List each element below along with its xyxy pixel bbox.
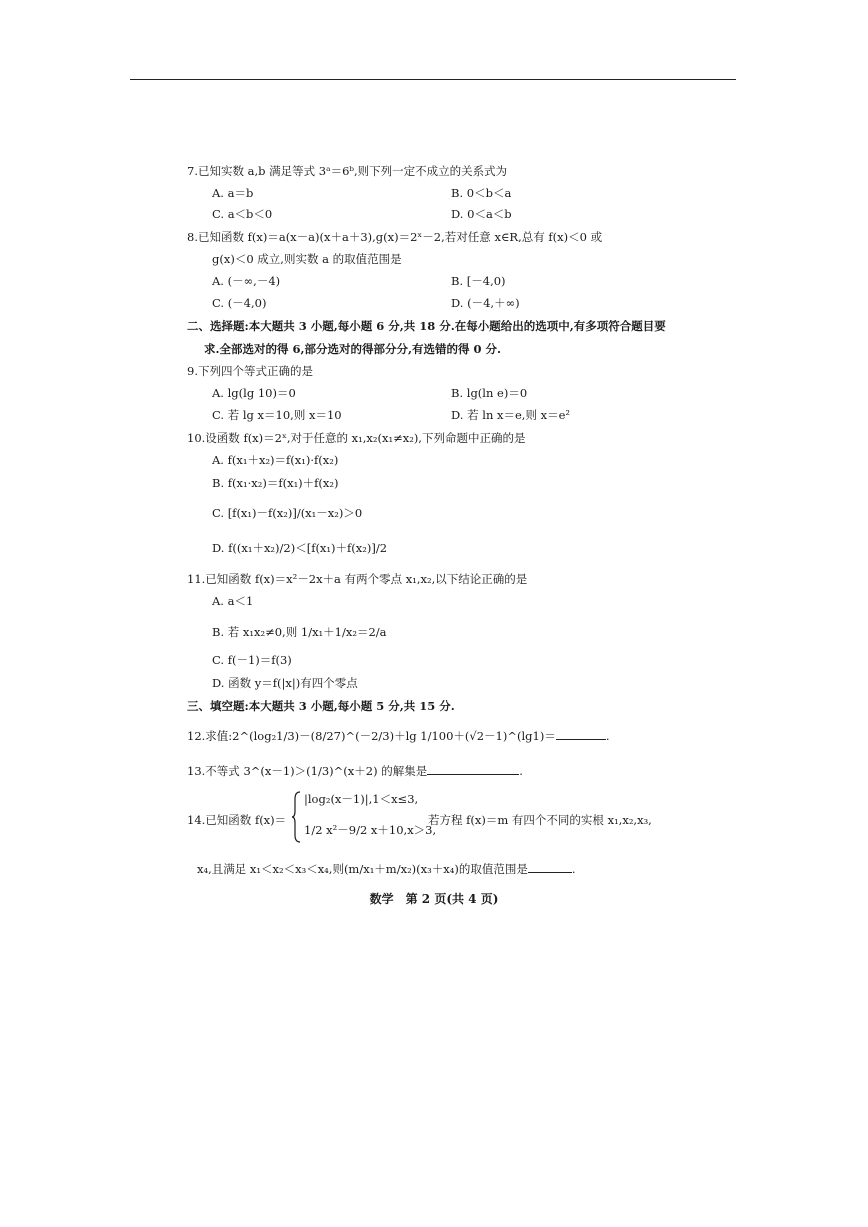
question-12-text: 12.求值:2^(log₂1/3)－(8/27)^(－2/3)＋lg 1/100＋(√2－1)^(lg1)＝ (187, 729, 556, 743)
question-8-option-c: C. (－4,0) (212, 296, 267, 310)
section-2-heading: 二、选择题:本大题共 3 小题,每小题 6 分,共 18 分.在每小题给出的选项中,有多项符合题目要 (187, 319, 666, 333)
question-8-option-b: B. [－4,0) (451, 274, 506, 288)
question-8-stem-continued: g(x)＜0 成立,则实数 a 的取值范围是 (212, 252, 402, 266)
question-11-option-b: B. 若 x₁x₂≠0,则 1/x₁＋1/x₂＝2/a (212, 625, 387, 639)
section-3-heading: 三、填空题:本大题共 3 小题,每小题 5 分,共 15 分. (187, 699, 455, 713)
question-10-option-d: D. f((x₁＋x₂)/2)＜[f(x₁)＋f(x₂)]/2 (212, 541, 388, 555)
question-9-stem: 9.下列四个等式正确的是 (187, 364, 313, 378)
question-8-option-d: D. (－4,＋∞) (451, 296, 520, 310)
question-12: 12.求值:2^(log₂1/3)－(8/27)^(－2/3)＋lg 1/100＋(√2－1)^(lg1)＝ . (187, 729, 610, 743)
question-14-line-2: x₄,且满足 x₁＜x₂＜x₃＜x₄,则(m/x₁＋m/x₂)(x₃＋x₄)的取值范围是 . (197, 862, 576, 876)
question-7-stem: 7.已知实数 a,b 满足等式 3ᵃ＝6ᵇ,则下列一定不成立的关系式为 (187, 164, 508, 178)
question-14-stem-post: 若方程 f(x)＝m 有四个不同的实根 x₁,x₂,x₃, (428, 813, 652, 827)
question-11-option-c: C. f(－1)＝f(3) (212, 653, 292, 667)
question-14-stem-pre: 14.已知函数 f(x)＝ (187, 813, 287, 827)
question-8-stem: 8.已知函数 f(x)＝a(x－a)(x＋a＋3),g(x)＝2ˣ－2,若对任意 x∈R,总有 f(x)＜0 或 (187, 230, 603, 244)
question-7-option-d: D. 0＜a＜b (451, 207, 512, 221)
question-9-option-c: C. 若 lg x＝10,则 x＝10 (212, 408, 342, 422)
piecewise-case-2: 1/2 x²－9/2 x＋10,x＞3, (304, 823, 437, 837)
question-14-line-2-text: x₄,且满足 x₁＜x₂＜x₃＜x₄,则(m/x₁＋m/x₂)(x₃＋x₄)的取值范围是 (197, 862, 528, 876)
question-11-option-a: A. a＜1 (212, 594, 254, 608)
answer-blank-12[interactable] (556, 727, 606, 740)
question-9-option-d: D. 若 ln x＝e,则 x＝e² (451, 408, 571, 422)
question-10-option-c: C. [f(x₁)－f(x₂)]/(x₁－x₂)＞0 (212, 506, 363, 520)
question-7-option-a: A. a＝b (212, 186, 254, 200)
question-9-option-b: B. lg(ln e)＝0 (451, 386, 528, 400)
question-11-option-d: D. 函数 y＝f(|x|)有四个零点 (212, 676, 358, 690)
piecewise-case-1: |log₂(x－1)|,1＜x≤3, (304, 792, 419, 806)
question-10-stem: 10.设函数 f(x)＝2ˣ,对于任意的 x₁,x₂(x₁≠x₂),下列命题中正确的是 (187, 431, 526, 445)
question-8-option-a: A. (－∞,－4) (212, 274, 281, 288)
question-13: 13.不等式 3^(x－1)＞(1/3)^(x＋2) 的解集是 . (187, 764, 523, 778)
section-2-heading-continued: 求.全部选对的得 6,部分选对的得部分分,有选错的得 0 分. (204, 342, 502, 356)
question-11-stem: 11.已知函数 f(x)＝x²－2x＋a 有两个零点 x₁,x₂,以下结论正确的是 (187, 572, 528, 586)
page-top-rule (130, 79, 736, 80)
question-7-option-b: B. 0＜b＜a (451, 186, 512, 200)
answer-blank-13[interactable] (427, 762, 519, 775)
answer-blank-14[interactable] (528, 860, 572, 873)
question-13-text: 13.不等式 3^(x－1)＞(1/3)^(x＋2) 的解集是 (187, 764, 428, 778)
question-7-option-c: C. a＜b＜0 (212, 207, 273, 221)
page-footer: 数学 第 2 页(共 4 页) (369, 892, 499, 906)
piecewise-brace (292, 791, 302, 843)
question-10-option-b: B. f(x₁·x₂)＝f(x₁)＋f(x₂) (212, 476, 339, 490)
question-10-option-a: A. f(x₁＋x₂)＝f(x₁)·f(x₂) (212, 453, 339, 467)
question-9-option-a: A. lg(lg 10)＝0 (212, 386, 296, 400)
